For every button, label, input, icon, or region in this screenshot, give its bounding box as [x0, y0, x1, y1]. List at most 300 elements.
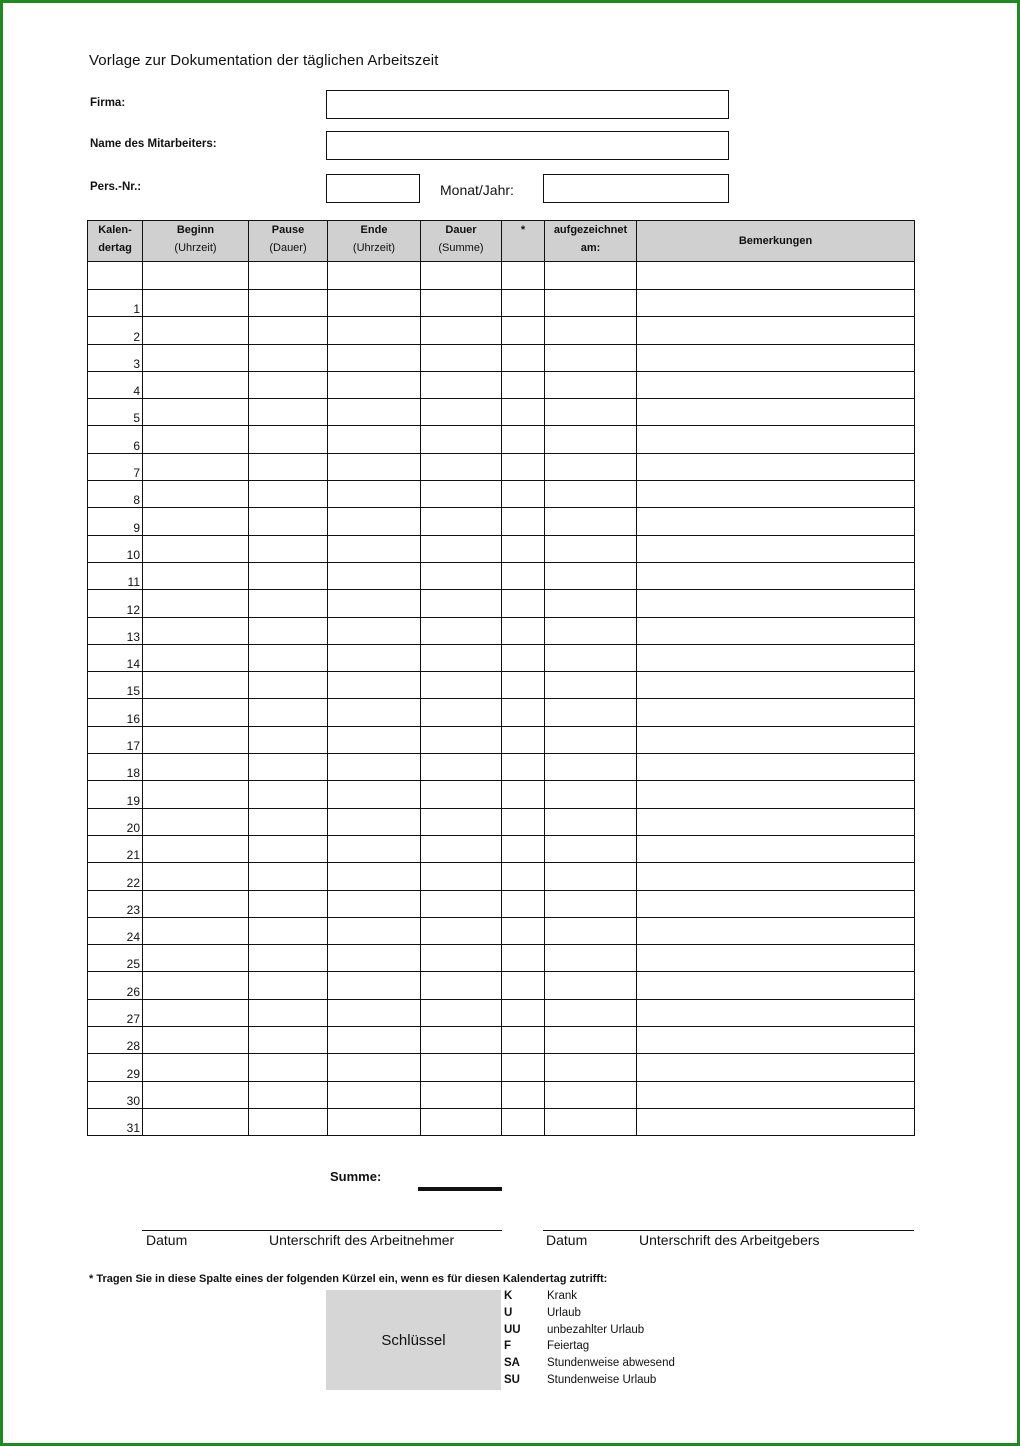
entry-cell[interactable] — [249, 590, 328, 617]
day-number: 27 — [88, 999, 143, 1026]
table-row — [88, 481, 915, 508]
day-number: 3 — [88, 344, 143, 371]
entry-cell[interactable] — [249, 426, 328, 453]
entry-cell[interactable] — [545, 781, 637, 808]
entry-cell[interactable] — [143, 453, 249, 480]
entry-cell[interactable] — [545, 290, 637, 317]
entry-cell[interactable] — [249, 726, 328, 753]
entry-cell[interactable] — [545, 835, 637, 862]
table-row — [88, 399, 915, 426]
entry-cell[interactable] — [421, 999, 502, 1026]
entry-cell[interactable] — [249, 399, 328, 426]
entry-cell[interactable] — [143, 1027, 249, 1054]
entry-cell[interactable] — [143, 562, 249, 589]
key-code: K — [504, 1290, 513, 1302]
entry-cell[interactable] — [637, 754, 915, 781]
entry-cell[interactable] — [328, 672, 421, 699]
day-number: 1 — [88, 290, 143, 317]
entry-cell[interactable] — [143, 890, 249, 917]
key-code: U — [504, 1306, 513, 1319]
entry-cell[interactable] — [502, 1054, 545, 1081]
entry-cell[interactable] — [545, 999, 637, 1026]
entry-cell[interactable] — [421, 917, 502, 944]
entry-cell[interactable] — [545, 672, 637, 699]
entry-cell[interactable] — [143, 972, 249, 999]
entry-cell[interactable] — [502, 562, 545, 589]
entry-cell[interactable] — [143, 344, 249, 371]
table-row — [88, 972, 915, 999]
entry-cell[interactable] — [328, 562, 421, 589]
column-header — [328, 221, 421, 262]
entry-cell[interactable] — [545, 644, 637, 671]
entry-cell[interactable] — [249, 453, 328, 480]
entry-cell[interactable] — [545, 617, 637, 644]
entry-cell[interactable] — [545, 481, 637, 508]
entry-cell[interactable] — [637, 808, 915, 835]
entry-cell[interactable] — [249, 754, 328, 781]
entry-cell[interactable] — [249, 562, 328, 589]
key-item — [504, 1374, 675, 1391]
entry-cell[interactable] — [143, 1054, 249, 1081]
table-row — [88, 945, 915, 972]
key-item — [504, 1324, 675, 1341]
entry-cell[interactable] — [637, 726, 915, 753]
entry-cell[interactable] — [637, 1081, 915, 1108]
entry-cell[interactable] — [249, 890, 328, 917]
day-number: 26 — [88, 972, 143, 999]
entry-cell[interactable] — [249, 508, 328, 535]
entry-cell[interactable] — [637, 317, 915, 344]
entry-cell[interactable] — [143, 917, 249, 944]
day-number: 29 — [88, 1054, 143, 1081]
entry-cell[interactable] — [545, 945, 637, 972]
entry-cell[interactable] — [421, 344, 502, 371]
entry-cell[interactable] — [421, 644, 502, 671]
entry-cell[interactable] — [502, 726, 545, 753]
entry-cell[interactable] — [421, 726, 502, 753]
column-header-title: aufgezeichnet — [553, 224, 628, 236]
entry-cell[interactable] — [502, 808, 545, 835]
day-number: 17 — [88, 726, 143, 753]
document-title: Vorlage zur Dokumentation der täglichen Arbeitszeit — [89, 52, 439, 69]
entry-cell[interactable] — [545, 371, 637, 398]
firma-field[interactable] — [326, 90, 729, 119]
entry-cell[interactable] — [637, 917, 915, 944]
column-header-subtitle: (Summe) — [438, 242, 484, 254]
entry-cell[interactable] — [328, 426, 421, 453]
entry-cell[interactable] — [637, 453, 915, 480]
entry-cell[interactable] — [249, 999, 328, 1026]
entry-cell[interactable] — [328, 917, 421, 944]
entry-cell[interactable] — [143, 672, 249, 699]
entry-cell[interactable] — [328, 399, 421, 426]
entry-cell[interactable] — [143, 808, 249, 835]
entry-cell[interactable] — [143, 508, 249, 535]
table-row — [88, 835, 915, 862]
table-row — [88, 426, 915, 453]
entry-cell[interactable] — [637, 999, 915, 1026]
entry-cell[interactable] — [143, 781, 249, 808]
entry-cell[interactable] — [502, 999, 545, 1026]
entry-cell[interactable] — [637, 1054, 915, 1081]
entry-cell[interactable] — [637, 481, 915, 508]
column-header — [545, 221, 637, 262]
entry-cell[interactable] — [502, 290, 545, 317]
entry-cell[interactable] — [328, 508, 421, 535]
entry-cell[interactable] — [421, 781, 502, 808]
table-row — [88, 863, 915, 890]
entry-cell[interactable] — [545, 317, 637, 344]
summe-field[interactable] — [418, 1187, 502, 1191]
mitarbeiter-label: Name des Mitarbeiters: — [90, 138, 217, 150]
entry-cell[interactable] — [421, 672, 502, 699]
entry-cell[interactable] — [143, 317, 249, 344]
persnr-field[interactable] — [326, 174, 420, 203]
entry-cell[interactable] — [143, 1108, 249, 1135]
key-item — [504, 1290, 675, 1307]
mitarbeiter-field[interactable] — [326, 131, 729, 160]
entry-cell[interactable] — [421, 590, 502, 617]
entry-cell[interactable] — [249, 1027, 328, 1054]
entry-cell[interactable] — [545, 426, 637, 453]
day-number: 5 — [88, 399, 143, 426]
entry-cell[interactable] — [143, 835, 249, 862]
entry-cell[interactable] — [545, 726, 637, 753]
entry-cell[interactable] — [249, 644, 328, 671]
day-number: 21 — [88, 835, 143, 862]
table-row — [88, 262, 915, 290]
entry-cell[interactable] — [637, 781, 915, 808]
entry-cell[interactable] — [249, 808, 328, 835]
entry-cell[interactable] — [421, 481, 502, 508]
entry-cell[interactable] — [502, 890, 545, 917]
entry-cell[interactable] — [143, 290, 249, 317]
entry-cell[interactable] — [421, 562, 502, 589]
entry-cell[interactable] — [249, 481, 328, 508]
entry-cell[interactable] — [328, 863, 421, 890]
column-header-subtitle: am: — [580, 242, 601, 254]
column-header-title: Pause — [271, 224, 305, 236]
column-header — [421, 221, 502, 262]
entry-cell[interactable] — [502, 453, 545, 480]
entry-cell[interactable] — [328, 644, 421, 671]
entry-cell[interactable] — [328, 1054, 421, 1081]
entry-cell[interactable] — [143, 754, 249, 781]
entry-cell[interactable] — [328, 945, 421, 972]
table-row — [88, 535, 915, 562]
entry-cell[interactable] — [249, 945, 328, 972]
entry-cell[interactable] — [502, 863, 545, 890]
entry-cell[interactable] — [545, 808, 637, 835]
entry-cell[interactable] — [545, 453, 637, 480]
entry-cell[interactable] — [328, 453, 421, 480]
entry-cell[interactable] — [545, 399, 637, 426]
entry-cell[interactable] — [545, 863, 637, 890]
day-number: 20 — [88, 808, 143, 835]
table-row — [88, 1027, 915, 1054]
entry-cell[interactable] — [637, 426, 915, 453]
column-header-subtitle: (Uhrzeit) — [352, 242, 396, 254]
entry-cell[interactable] — [421, 317, 502, 344]
entry-cell[interactable] — [143, 699, 249, 726]
entry-cell[interactable] — [502, 344, 545, 371]
entry-cell[interactable] — [143, 726, 249, 753]
table-row — [88, 999, 915, 1026]
entry-cell[interactable] — [249, 1054, 328, 1081]
entry-cell[interactable] — [545, 1027, 637, 1054]
entry-cell[interactable] — [421, 535, 502, 562]
entry-cell[interactable] — [545, 590, 637, 617]
entry-cell[interactable] — [502, 399, 545, 426]
entry-cell[interactable] — [637, 535, 915, 562]
entry-cell[interactable] — [502, 972, 545, 999]
entry-cell[interactable] — [143, 535, 249, 562]
entry-cell[interactable] — [328, 1081, 421, 1108]
entry-cell[interactable] — [637, 972, 915, 999]
key-code: SU — [504, 1373, 520, 1386]
key-text: Stundenweise abwesend — [547, 1357, 675, 1370]
entry-cell[interactable] — [545, 972, 637, 999]
entry-cell[interactable] — [637, 590, 915, 617]
key-text: Feiertag — [547, 1340, 590, 1353]
entry-cell[interactable] — [502, 371, 545, 398]
day-number: 30 — [88, 1081, 143, 1108]
entry-cell[interactable] — [421, 371, 502, 398]
entry-cell[interactable] — [421, 290, 502, 317]
entry-cell[interactable] — [143, 371, 249, 398]
entry-cell[interactable] — [328, 754, 421, 781]
entry-cell[interactable] — [328, 590, 421, 617]
entry-cell[interactable] — [249, 535, 328, 562]
entry-cell[interactable] — [328, 835, 421, 862]
key-text: Krank — [547, 1290, 578, 1302]
entry-cell[interactable] — [545, 754, 637, 781]
table-row — [88, 890, 915, 917]
entry-cell[interactable] — [328, 317, 421, 344]
column-header-title: * — [520, 224, 526, 236]
persnr-label: Pers.-Nr.: — [90, 181, 142, 193]
day-number: 9 — [88, 508, 143, 535]
entry-cell[interactable] — [502, 590, 545, 617]
entry-cell[interactable] — [143, 644, 249, 671]
entry-cell[interactable] — [421, 1108, 502, 1135]
entry-cell[interactable] — [421, 945, 502, 972]
entry-cell[interactable] — [143, 863, 249, 890]
entry-cell[interactable] — [249, 371, 328, 398]
entry-cell[interactable] — [421, 754, 502, 781]
table-row — [88, 726, 915, 753]
entry-cell[interactable] — [545, 699, 637, 726]
entry-cell[interactable] — [637, 371, 915, 398]
entry-cell[interactable] — [328, 726, 421, 753]
entry-cell[interactable] — [502, 754, 545, 781]
entry-cell[interactable] — [143, 1081, 249, 1108]
day-number: 13 — [88, 617, 143, 644]
entry-cell[interactable] — [545, 508, 637, 535]
entry-cell[interactable] — [502, 699, 545, 726]
entry-cell[interactable] — [421, 617, 502, 644]
entry-cell[interactable] — [249, 863, 328, 890]
key-list — [504, 1290, 675, 1391]
entry-cell[interactable] — [421, 835, 502, 862]
entry-cell[interactable] — [545, 917, 637, 944]
key-item — [504, 1357, 675, 1374]
column-header — [637, 221, 915, 262]
day-number: 11 — [88, 562, 143, 589]
entry-cell[interactable] — [328, 999, 421, 1026]
entry-cell[interactable] — [502, 644, 545, 671]
entry-cell[interactable] — [143, 426, 249, 453]
entry-cell[interactable] — [637, 399, 915, 426]
entry-cell[interactable] — [502, 535, 545, 562]
entry-cell[interactable] — [328, 535, 421, 562]
day-number: 10 — [88, 535, 143, 562]
table-row — [88, 917, 915, 944]
entry-cell[interactable] — [421, 863, 502, 890]
day-number: 23 — [88, 890, 143, 917]
entry-cell[interactable] — [249, 699, 328, 726]
entry-cell[interactable] — [249, 344, 328, 371]
column-header — [88, 221, 143, 262]
entry-cell[interactable] — [421, 1081, 502, 1108]
entry-cell[interactable] — [502, 781, 545, 808]
entry-cell[interactable] — [637, 617, 915, 644]
entry-cell[interactable] — [637, 1108, 915, 1135]
table-row — [88, 808, 915, 835]
entry-cell[interactable] — [637, 890, 915, 917]
day-number: 19 — [88, 781, 143, 808]
entry-cell[interactable] — [143, 945, 249, 972]
monatjahr-field[interactable] — [543, 174, 729, 203]
entry-cell[interactable] — [328, 699, 421, 726]
entry-cell[interactable] — [502, 1027, 545, 1054]
entry-cell[interactable] — [328, 1108, 421, 1135]
column-header — [249, 221, 328, 262]
entry-cell[interactable] — [421, 890, 502, 917]
table-row — [88, 699, 915, 726]
table-row — [88, 1054, 915, 1081]
entry-cell[interactable] — [421, 1027, 502, 1054]
entry-cell[interactable] — [502, 317, 545, 344]
entry-cell[interactable] — [421, 699, 502, 726]
entry-cell[interactable] — [637, 562, 915, 589]
entry-cell[interactable] — [249, 972, 328, 999]
entry-cell[interactable] — [637, 344, 915, 371]
entry-cell[interactable] — [545, 1108, 637, 1135]
entry-cell[interactable] — [328, 344, 421, 371]
entry-cell[interactable] — [421, 972, 502, 999]
entry-cell[interactable] — [249, 1108, 328, 1135]
entry-cell[interactable] — [328, 972, 421, 999]
key-item — [504, 1307, 675, 1324]
entry-cell[interactable] — [637, 644, 915, 671]
entry-cell[interactable] — [502, 1081, 545, 1108]
entry-cell[interactable] — [249, 617, 328, 644]
entry-cell[interactable] — [502, 672, 545, 699]
entry-cell[interactable] — [143, 399, 249, 426]
entry-cell[interactable] — [421, 808, 502, 835]
entry-cell[interactable] — [545, 535, 637, 562]
entry-cell[interactable] — [502, 508, 545, 535]
table-row — [88, 508, 915, 535]
entry-cell[interactable] — [545, 344, 637, 371]
entry-cell[interactable] — [502, 617, 545, 644]
entry-cell[interactable] — [502, 835, 545, 862]
entry-cell[interactable] — [249, 781, 328, 808]
table-row — [88, 644, 915, 671]
entry-cell[interactable] — [637, 508, 915, 535]
entry-cell[interactable] — [637, 699, 915, 726]
entry-cell[interactable] — [637, 1027, 915, 1054]
entry-cell[interactable] — [143, 481, 249, 508]
entry-cell[interactable] — [502, 945, 545, 972]
entry-cell[interactable] — [545, 562, 637, 589]
entry-cell[interactable] — [637, 290, 915, 317]
entry-cell[interactable] — [637, 863, 915, 890]
entry-cell[interactable] — [421, 508, 502, 535]
entry-cell[interactable] — [545, 890, 637, 917]
day-number: 8 — [88, 481, 143, 508]
entry-cell[interactable] — [545, 1054, 637, 1081]
entry-cell[interactable] — [637, 835, 915, 862]
timesheet-table — [87, 220, 915, 1136]
entry-cell[interactable] — [249, 917, 328, 944]
entry-cell[interactable] — [328, 290, 421, 317]
signature-line-arbeitnehmer[interactable] — [142, 1230, 502, 1231]
datum-right-label: Datum — [546, 1232, 588, 1248]
entry-cell[interactable] — [143, 590, 249, 617]
table-row — [88, 290, 915, 317]
table-body — [88, 262, 915, 1136]
entry-cell[interactable] — [328, 890, 421, 917]
entry-cell[interactable] — [249, 317, 328, 344]
entry-cell[interactable] — [637, 672, 915, 699]
entry-cell[interactable] — [421, 399, 502, 426]
entry-cell[interactable] — [545, 1081, 637, 1108]
signature-line-arbeitgeber[interactable] — [543, 1230, 914, 1231]
summe-label: Summe: — [330, 1169, 382, 1184]
entry-cell[interactable] — [328, 371, 421, 398]
entry-cell[interactable] — [328, 617, 421, 644]
key-text: Urlaub — [547, 1306, 581, 1319]
entry-cell[interactable] — [328, 1027, 421, 1054]
entry-cell[interactable] — [421, 453, 502, 480]
entry-cell[interactable] — [637, 945, 915, 972]
column-header — [143, 221, 249, 262]
entry-cell[interactable] — [249, 290, 328, 317]
entry-cell[interactable] — [502, 481, 545, 508]
entry-cell[interactable] — [249, 835, 328, 862]
entry-cell[interactable] — [328, 808, 421, 835]
day-number: 16 — [88, 699, 143, 726]
entry-cell[interactable] — [502, 1108, 545, 1135]
table-row — [88, 371, 915, 398]
datum-left-label: Datum — [146, 1232, 188, 1248]
entry-cell[interactable] — [328, 481, 421, 508]
entry-cell[interactable] — [421, 1054, 502, 1081]
entry-cell[interactable] — [249, 1081, 328, 1108]
entry-cell[interactable] — [249, 672, 328, 699]
entry-cell[interactable] — [143, 617, 249, 644]
day-number: 18 — [88, 754, 143, 781]
table-row — [88, 344, 915, 371]
entry-cell[interactable] — [421, 426, 502, 453]
column-header-title: Bemerkungen — [738, 235, 813, 247]
entry-cell[interactable] — [502, 917, 545, 944]
entry-cell[interactable] — [143, 999, 249, 1026]
entry-cell[interactable] — [502, 426, 545, 453]
entry-cell[interactable] — [328, 781, 421, 808]
